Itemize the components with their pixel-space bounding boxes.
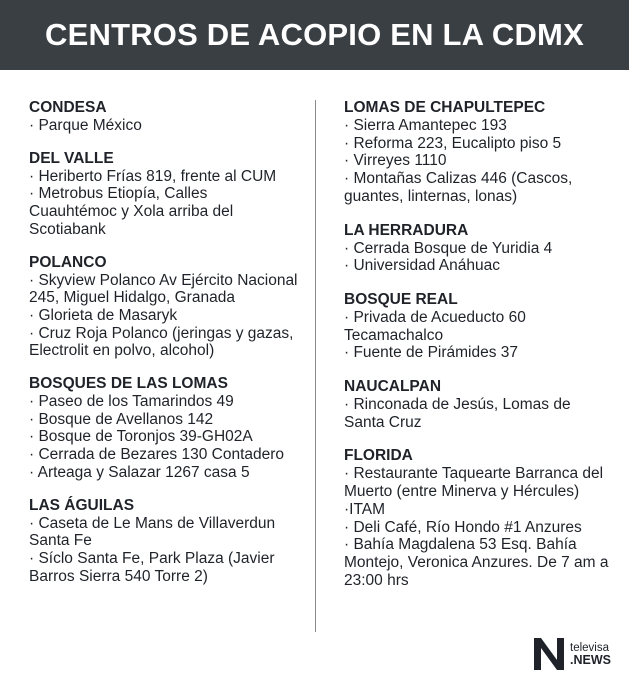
- televisa-news-logo: [532, 634, 622, 674]
- address-entry: · Glorieta de Masaryk: [29, 306, 178, 324]
- section-title: POLANCO: [29, 253, 107, 271]
- address-entry: · Fuente de Pirámides 37: [344, 344, 519, 362]
- section-del-valle: [29, 150, 299, 239]
- section-bosque-real: [344, 291, 614, 362]
- section-title: LOMAS DE CHAPULTEPEC: [344, 99, 546, 116]
- address-entry: ·ITAM: [344, 500, 386, 518]
- address-entry: · Bahía Magdalena 53 Esq. Bahía Montejo, Veronica Anzures. De 7 am a 23:00 hrs: [344, 536, 609, 589]
- address-entry: · Cruz Roja Polanco (jeringas y gazas, Electrolit en polvo, alcohol): [29, 324, 294, 360]
- address-entry: · Skyview Polanco Av Ejército Nacional 245, Miguel Hidalgo, Granada: [29, 271, 298, 307]
- section-title: DEL VALLE: [29, 149, 114, 167]
- address-entry: · Montañas Calizas 446 (Cascos, guantes, linternas, lonas): [344, 170, 573, 205]
- address-entry: · Rinconada de Jesús, Lomas de Santa Cruz: [344, 396, 571, 431]
- address-entry: · Cerrada Bosque de Yuridia 4: [344, 239, 553, 257]
- section-condesa: [29, 99, 299, 135]
- address-entry: · Privada de Acueducto 60 Tecamachalco: [344, 308, 526, 344]
- column-divider: [315, 100, 316, 632]
- address-entry: · Cerrada de Bezares 130 Contadero: [29, 446, 285, 464]
- address-entry: · Heriberto Frías 819, frente al CUM: [29, 167, 277, 185]
- section-title: FLORIDA: [344, 447, 413, 465]
- section-naucalpan: [344, 378, 614, 431]
- section-las-aguilas: [29, 497, 299, 586]
- logo-brand-text: televisa: [570, 642, 609, 654]
- address-entry: · Virreyes 1110: [344, 152, 447, 170]
- section-lomas-de-chapultepec: [344, 99, 614, 206]
- address-entry: · Caseta de Le Mans de Villaverdun Santa Fe: [29, 514, 276, 550]
- logo-news-text: .NEWS: [570, 653, 611, 667]
- title-banner: [0, 0, 629, 70]
- address-entry: · Reforma 223, Eucalipto piso 5: [344, 134, 562, 152]
- section-bosques-de-las-lomas: [29, 375, 299, 482]
- section-title: NAUCALPAN: [344, 378, 442, 396]
- address-entry: · Restaurante Taquearte Barranca del Muerto (entre Minerva y Hércules): [344, 465, 604, 501]
- section-florida: [344, 447, 614, 589]
- left-column: [29, 99, 299, 600]
- section-title: BOSQUES DE LAS LOMAS: [29, 375, 228, 393]
- address-entry: · Deli Café, Río Hondo #1 Anzures: [344, 518, 582, 536]
- section-title: LAS ÁGUILAS: [29, 496, 135, 514]
- section-la-herradura: [344, 222, 614, 275]
- address-entry: · Sierra Amantepec 193: [344, 117, 507, 134]
- address-entry: · Paseo de los Tamarindos 49: [29, 393, 234, 411]
- logo-wordmark: [570, 642, 611, 666]
- address-entry: · Universidad Anáhuac: [344, 257, 500, 275]
- section-title: LA HERRADURA: [344, 221, 469, 239]
- n-logo-icon: [532, 636, 566, 672]
- address-entry: · Parque México: [29, 117, 142, 134]
- page-title: CENTROS DE ACOPIO EN LA CDMX: [45, 17, 584, 52]
- section-title: CONDESA: [29, 99, 107, 116]
- section-polanco: [29, 254, 299, 361]
- address-entry: · Síclo Santa Fe, Park Plaza (Javier Barros Sierra 540 Torre 2): [29, 549, 275, 585]
- address-entry: · Bosque de Toronjos 39-GH02A: [29, 428, 253, 446]
- address-entry: · Metrobus Etiopía, Calles Cuauhtémoc y Xola arriba del Scotiabank: [29, 185, 234, 238]
- address-entry: · Bosque de Avellanos 142: [29, 410, 214, 428]
- right-column: [344, 99, 614, 605]
- section-title: BOSQUE REAL: [344, 290, 458, 308]
- address-entry: · Arteaga y Salazar 1267 casa 5: [29, 463, 250, 481]
